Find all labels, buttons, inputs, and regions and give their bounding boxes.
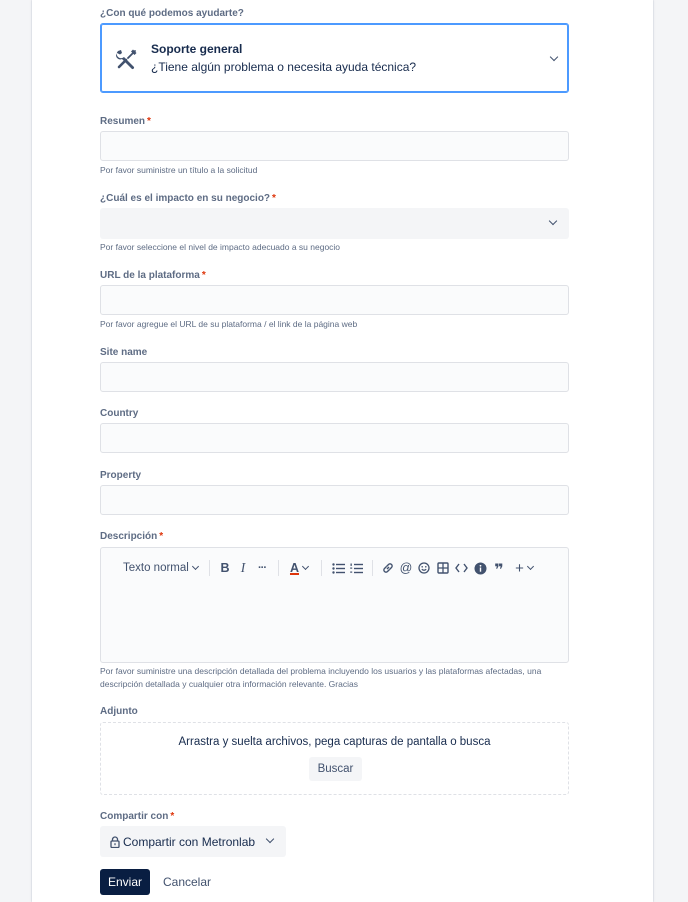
url-input[interactable] <box>100 285 569 315</box>
url-help: Por favor agregue el URL de su plataforma / el link de la página web <box>100 319 358 329</box>
submit-button[interactable]: Enviar <box>100 869 150 895</box>
numbered-list-icon[interactable] <box>348 559 364 577</box>
bullet-list-icon[interactable] <box>330 559 346 577</box>
impact-select[interactable] <box>100 208 569 239</box>
impact-help: Por favor seleccione el nivel de impacto adecuado a su negocio <box>100 242 341 252</box>
impact-label: ¿Cuál es el impacto en su negocio? * <box>100 193 276 204</box>
browse-button[interactable]: Buscar <box>309 757 362 781</box>
italic-button[interactable]: I <box>240 560 246 575</box>
site-name-input[interactable] <box>100 362 569 392</box>
cancel-button[interactable]: Cancelar <box>158 869 216 895</box>
text-style-dropdown[interactable]: Texto normal <box>123 559 201 577</box>
request-type-description: ¿Tiene algún problema o necesita ayuda técnica? <box>151 60 417 74</box>
request-type-select[interactable] <box>100 23 569 93</box>
property-input[interactable] <box>100 485 569 515</box>
attachment-label: Adjunto <box>100 706 138 717</box>
table-icon[interactable] <box>435 559 451 577</box>
request-type-title: Soporte general <box>151 42 243 56</box>
chevron-down-icon <box>550 53 558 61</box>
url-label: URL de la plataforma * <box>100 270 206 281</box>
share-value: Compartir con Metronlab <box>123 835 256 849</box>
lock-icon <box>110 835 120 847</box>
summary-input[interactable] <box>100 131 569 161</box>
more-formatting-button[interactable]: ··· <box>258 562 266 574</box>
bold-button[interactable]: B <box>220 561 230 575</box>
emoji-icon[interactable] <box>416 559 432 577</box>
request-type-label: ¿Con qué podemos ayudarte? <box>100 8 244 19</box>
info-panel-icon[interactable] <box>472 559 488 577</box>
chevron-down-icon <box>266 835 274 843</box>
site-name-label: Site name <box>100 347 148 358</box>
summary-help: Por favor suministre un título a la solicitud <box>100 165 258 175</box>
description-help-line2: descripción detallada y cualquier otra información relevante. Gracias <box>100 679 358 689</box>
mention-icon[interactable]: @ <box>399 561 413 575</box>
insert-menu-button[interactable]: + <box>511 559 537 577</box>
description-editor[interactable] <box>100 547 569 663</box>
chevron-down-icon <box>549 217 557 225</box>
description-label: Descripción * <box>100 531 164 542</box>
text-color-button[interactable]: A <box>286 559 312 577</box>
country-label: Country <box>100 408 139 419</box>
link-icon[interactable] <box>380 559 396 577</box>
summary-label: Resumen * <box>100 116 151 127</box>
quote-icon[interactable]: ❞ <box>494 562 504 579</box>
attachment-dropzone[interactable] <box>100 722 569 795</box>
country-input[interactable] <box>100 423 569 453</box>
dropzone-text: Arrastra y suelta archivos, pega capturas de pantalla o busca <box>178 736 491 748</box>
code-icon[interactable] <box>453 559 469 577</box>
tools-icon <box>115 47 139 71</box>
property-label: Property <box>100 470 142 481</box>
share-with-select[interactable] <box>100 826 286 857</box>
description-help-line1: Por favor suministre una descripción detallada del problema incluyendo los usuarios y las plataformas afectadas, una <box>100 666 542 676</box>
share-label: Compartir con * <box>100 811 175 822</box>
